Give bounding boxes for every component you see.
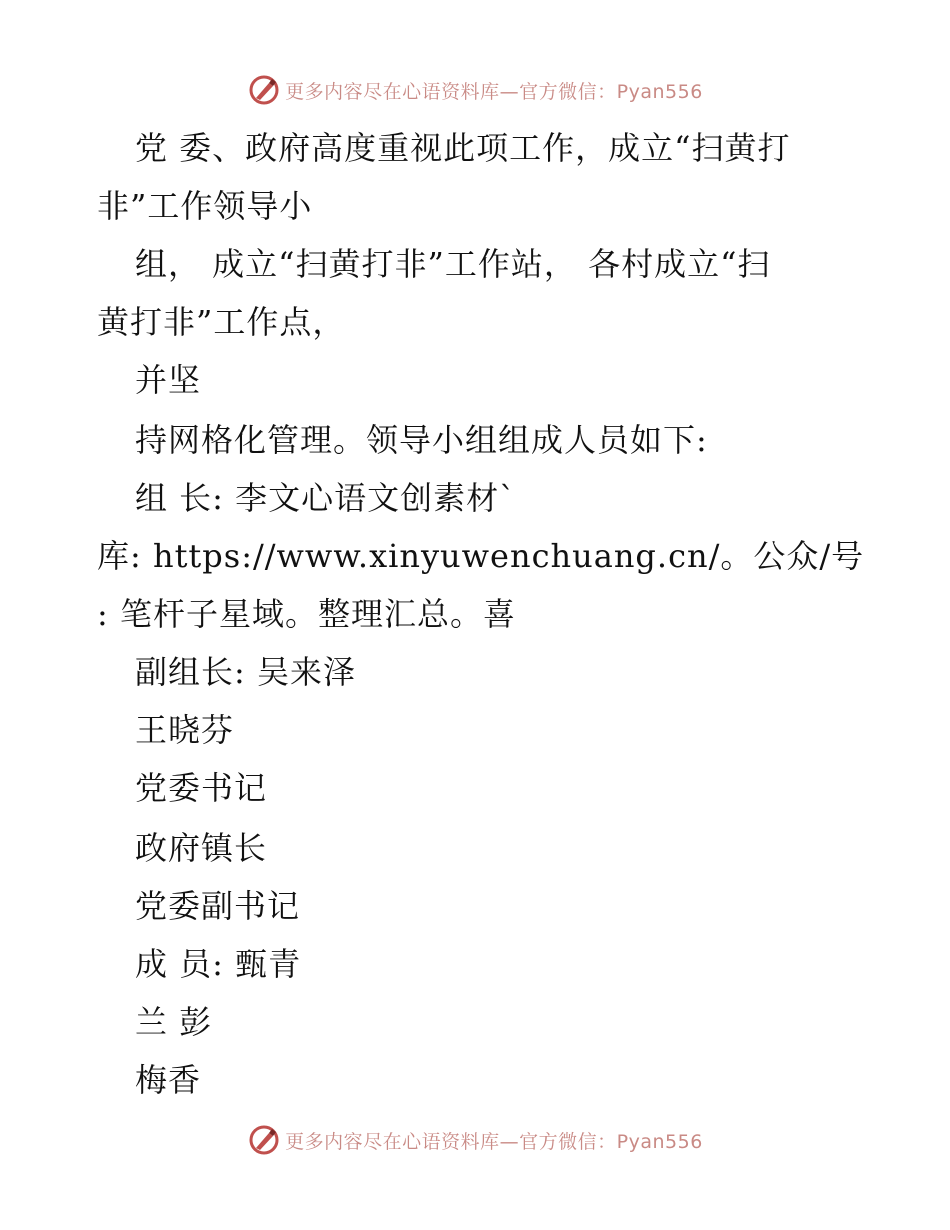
text-line: 黄打非”工作点，: [97, 303, 346, 341]
text-line: 并坚: [135, 361, 202, 399]
text-line: 组 长: 李文心语文创素材`: [135, 479, 517, 517]
watermark-text: 更多内容尽在心语资料库—官方微信：Pyan556: [285, 1130, 703, 1153]
text-line: 党委副书记: [135, 887, 301, 925]
text-line: 库: https://www.xinyuwenchuang.cn/。公众/号: [97, 537, 865, 575]
text-line: 成 员: 甄青: [135, 945, 302, 983]
text-line: 政府镇长: [135, 829, 268, 867]
text-line: 党委书记: [135, 769, 268, 807]
text-line: 副组长: 吴来泽: [135, 653, 356, 691]
text-line: 组， 成立“扫黄打非”工作站， 各村成立“扫: [135, 245, 771, 283]
footer-watermark: [0, 1120, 950, 1160]
text-line: 持网格化管理。领导小组组成人员如下:: [135, 421, 708, 459]
text-line: 王晓芬: [135, 711, 235, 749]
text-line: 梅香: [135, 1061, 202, 1099]
text-line: : 笔杆子星域。整理汇总。喜: [97, 595, 516, 633]
text-line: 兰 彭: [135, 1003, 213, 1041]
text-line: 非”工作领导小: [97, 187, 313, 225]
text-line: 党 委、政府高度重视此项工作，成立“扫黄打: [135, 129, 791, 167]
pen-circle-logo-icon: [247, 1123, 281, 1157]
watermark-text: 更多内容尽在心语资料库—官方微信：Pyan556: [285, 80, 703, 103]
